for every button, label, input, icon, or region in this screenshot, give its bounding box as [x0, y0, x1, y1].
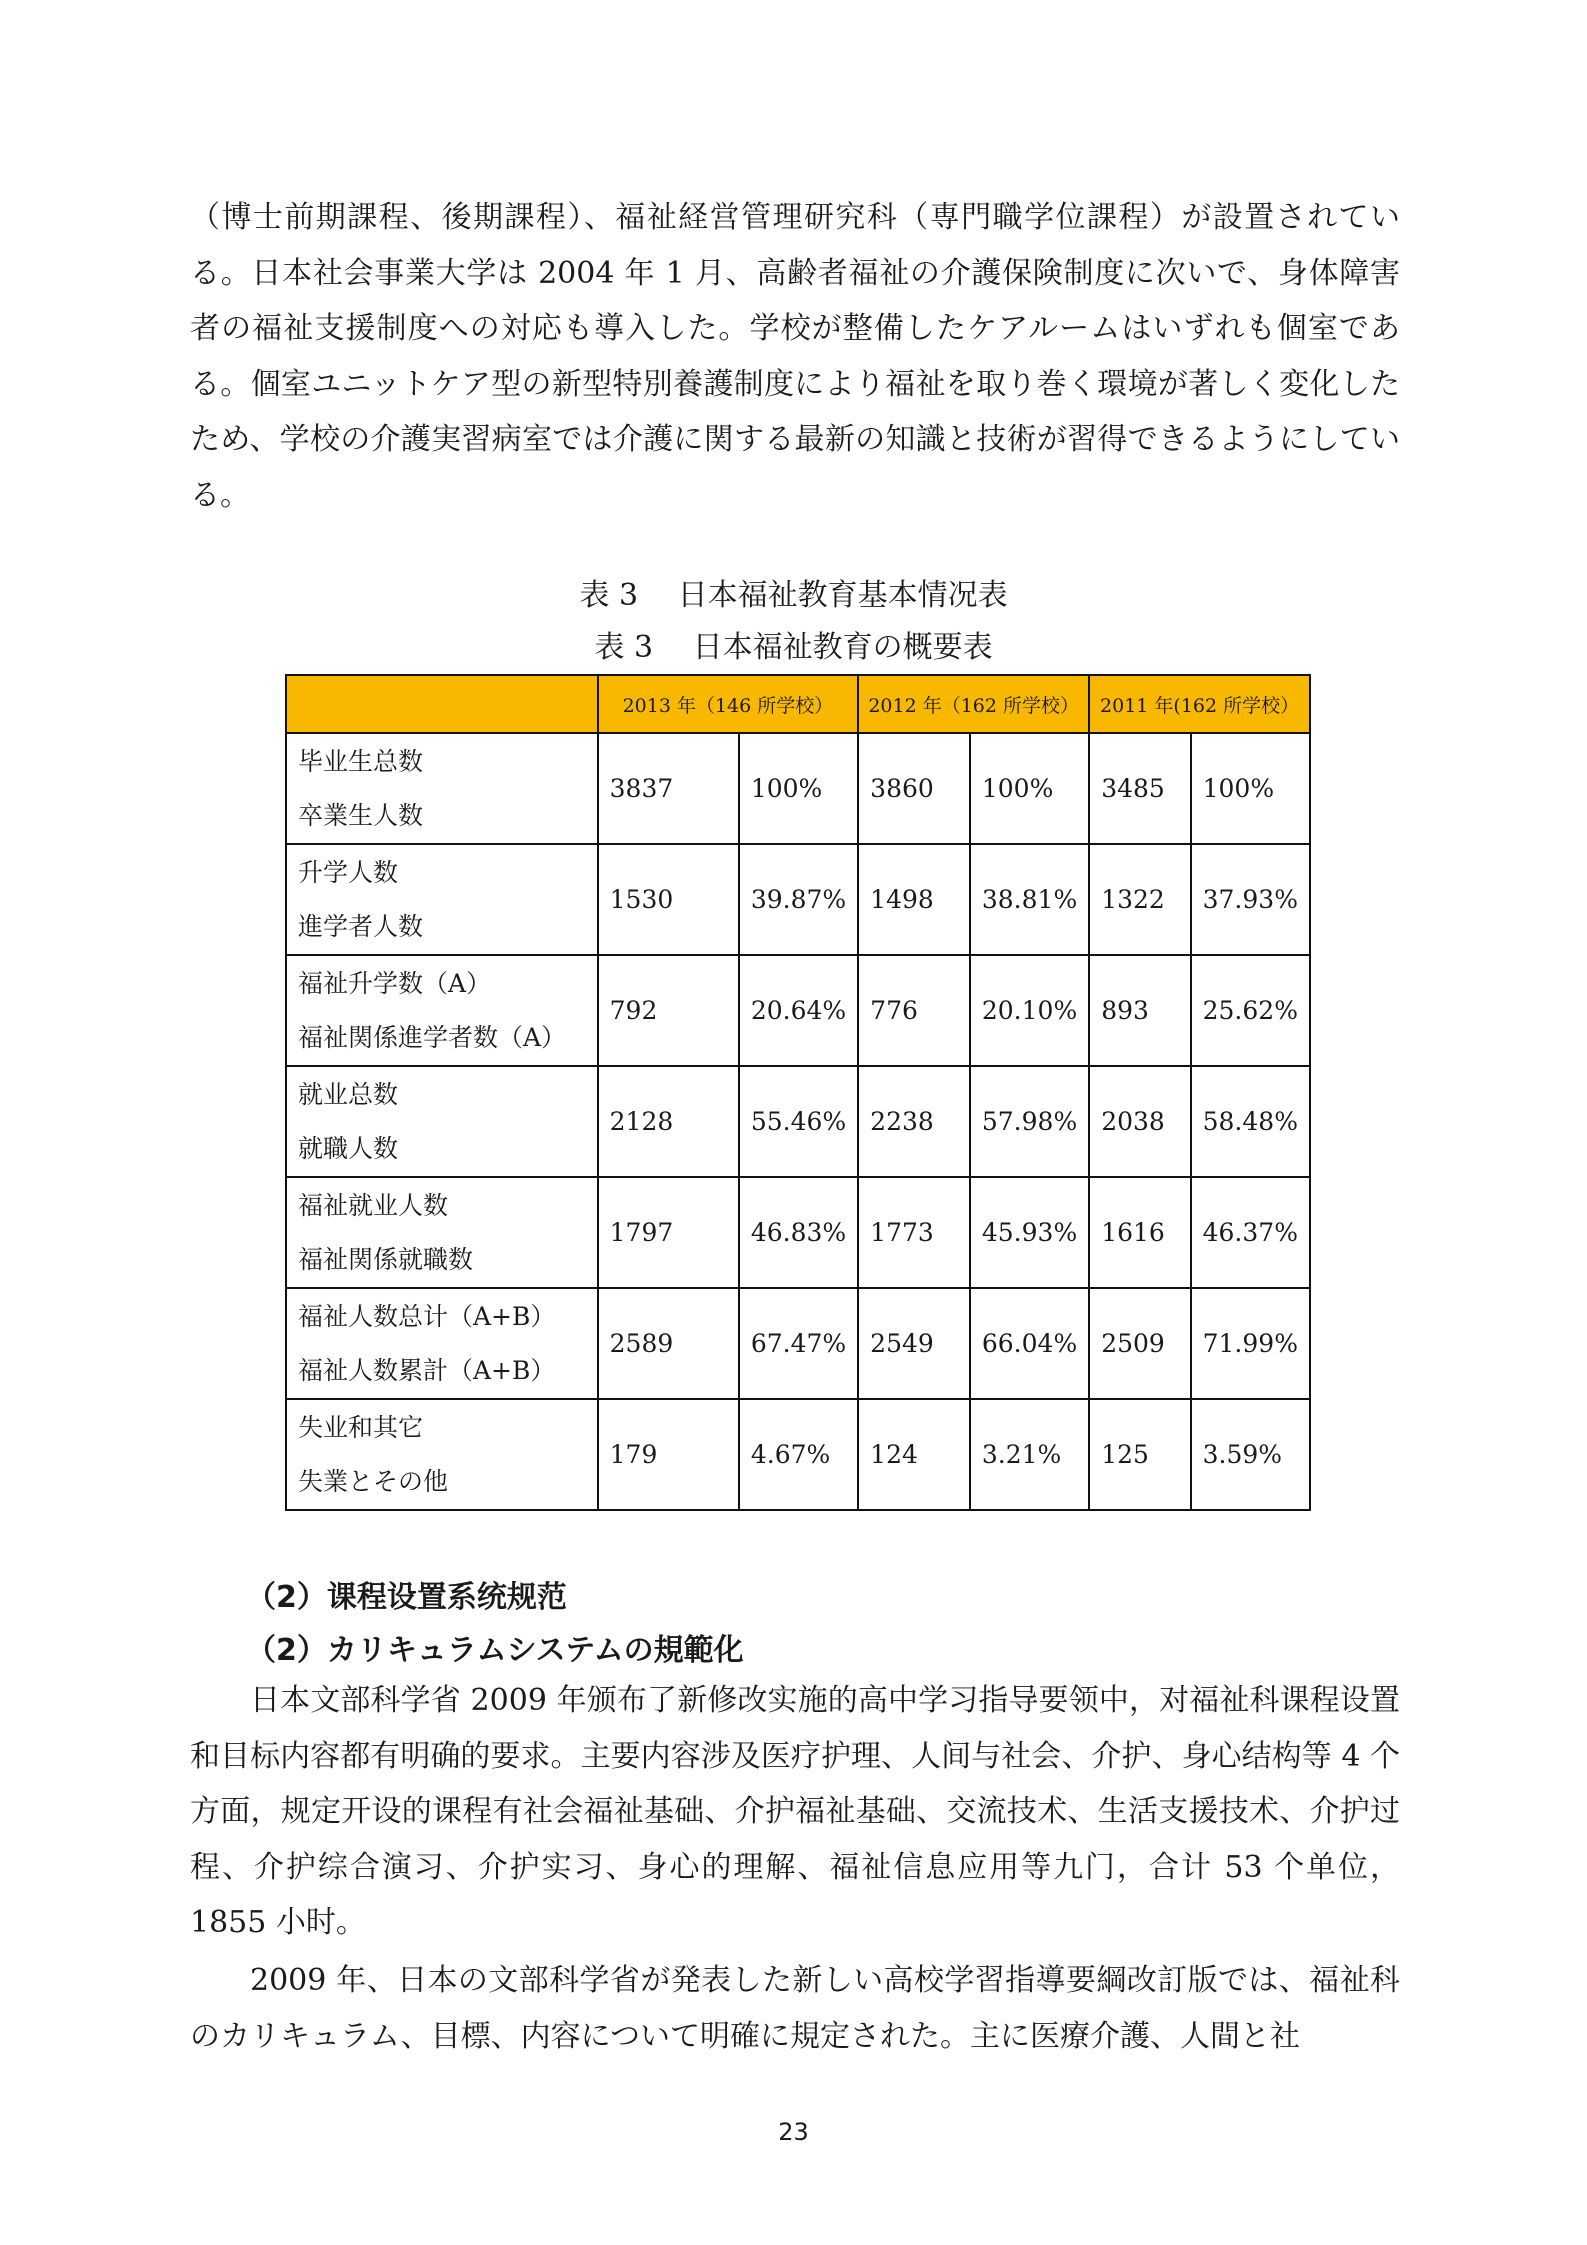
percent-cell: 46.37% [1191, 1177, 1310, 1288]
row-label [286, 1177, 598, 1288]
row-label-chinese: 福祉就业人数 [298, 1190, 449, 1220]
count-cell: 1773 [858, 1177, 970, 1288]
table-row [286, 844, 1310, 955]
count-cell: 3837 [598, 733, 739, 844]
percent-cell: 37.93% [1191, 844, 1310, 955]
header-cell-2011: 2011 年(162 所学校） [1089, 675, 1310, 733]
count-cell: 1797 [598, 1177, 739, 1288]
percent-cell: 3.21% [970, 1399, 1089, 1510]
body-paragraph-2: 日本文部科学省 2009 年颁布了新修改实施的高中学习指导要领中，对福祉科课程设置和目标内容都有明确的要求。主要内容涉及医疗护理、人间与社会、介护、身心结构等 4 个方面，规定开设的课程有社会福祉基础、介护福祉基础、交流技术、生活支援技术、介护过程、介护综合演习、介护实习、身心的理解、福祉信息应用等九门，合计 53 个单位，1855 小时。 [190, 1683, 1400, 1940]
graduate-statistics-table [285, 674, 1311, 1511]
count-cell: 2238 [858, 1066, 970, 1177]
row-label-japanese: 卒業生人数 [298, 800, 424, 830]
row-label-japanese: 進学者人数 [298, 911, 424, 941]
table-row [286, 1177, 1310, 1288]
row-label-japanese: 福祉関係就職数 [298, 1244, 474, 1274]
percent-cell: 66.04% [970, 1288, 1089, 1399]
count-cell: 792 [598, 955, 739, 1066]
count-cell: 776 [858, 955, 970, 1066]
row-label-chinese: 升学人数 [298, 857, 399, 887]
percent-cell: 67.47% [739, 1288, 858, 1399]
percent-cell: 46.83% [739, 1177, 858, 1288]
count-cell: 2038 [1089, 1066, 1190, 1177]
percent-cell: 100% [739, 733, 858, 844]
percent-cell: 39.87% [739, 844, 858, 955]
percent-cell: 45.93% [970, 1177, 1089, 1288]
row-label [286, 1288, 598, 1399]
row-label [286, 844, 598, 955]
row-label [286, 1399, 598, 1510]
section-heading-japanese: （2）カリキュラムシステムの規範化 [246, 1633, 744, 1668]
percent-cell: 55.46% [739, 1066, 858, 1177]
row-label-japanese: 福祉人数累計（A+B） [298, 1355, 556, 1385]
table-caption-japanese: 表 3 日本福祉教育の概要表 [594, 630, 993, 665]
count-cell: 1530 [598, 844, 739, 955]
table-row [286, 1399, 1310, 1510]
row-label-chinese: 福祉人数总计（A+B） [298, 1301, 556, 1331]
percent-cell: 100% [1191, 733, 1310, 844]
row-label [286, 733, 598, 844]
percent-cell: 3.59% [1191, 1399, 1310, 1510]
count-cell: 1616 [1089, 1177, 1190, 1288]
row-label-japanese: 福祉関係進学者数（A） [298, 1022, 567, 1052]
count-cell: 2509 [1089, 1288, 1190, 1399]
percent-cell: 4.67% [739, 1399, 858, 1510]
percent-cell: 100% [970, 733, 1089, 844]
body-paragraph-3: 2009 年、日本の文部科学省が発表した新しい高校学習指導要綱改訂版では、福祉科のカリキュラム、目標、内容について明確に規定された。主に医療介護、人間と社 [190, 1963, 1400, 2054]
row-label-chinese: 福祉升学数（A） [298, 968, 492, 998]
percent-cell: 57.98% [970, 1066, 1089, 1177]
table-row [286, 955, 1310, 1066]
table-row [286, 733, 1310, 844]
count-cell: 3485 [1089, 733, 1190, 844]
count-cell: 179 [598, 1399, 739, 1510]
count-cell: 2549 [858, 1288, 970, 1399]
table-header-row [286, 675, 1310, 733]
percent-cell: 25.62% [1191, 955, 1310, 1066]
count-cell: 893 [1089, 955, 1190, 1066]
section-heading-chinese: （2）课程设置系统规范 [246, 1580, 567, 1615]
count-cell: 2589 [598, 1288, 739, 1399]
percent-cell: 71.99% [1191, 1288, 1310, 1399]
table-caption-chinese: 表 3 日本福祉教育基本情况表 [579, 578, 1008, 613]
count-cell: 2128 [598, 1066, 739, 1177]
count-cell: 124 [858, 1399, 970, 1510]
table-row [286, 1288, 1310, 1399]
percent-cell: 20.10% [970, 955, 1089, 1066]
row-label-japanese: 失業とその他 [298, 1466, 449, 1496]
row-label-chinese: 失业和其它 [298, 1412, 424, 1442]
count-cell: 125 [1089, 1399, 1190, 1510]
row-label [286, 955, 598, 1066]
row-label-chinese: 就业总数 [298, 1079, 399, 1109]
count-cell: 1322 [1089, 844, 1190, 955]
percent-cell: 20.64% [739, 955, 858, 1066]
count-cell: 3860 [858, 733, 970, 844]
percent-cell: 58.48% [1191, 1066, 1310, 1177]
body-paragraph-1: （博士前期課程、後期課程）、福祉経営管理研究科（専門職学位課程）が設置されている。日本社会事業大学は 2004 年 1 月、高齢者福祉の介護保険制度に次いで、身体障害者の福祉支援制度への対応も導入した。学校が整備したケアルームはいずれも個室である。個室ユニットケア型の新型特別養護制度により福祉を取り巻く環境が著しく変化したため、学校の介護実習病室では介護に関する最新の知識と技術が習得できるようにしている。 [190, 200, 1400, 513]
count-cell: 1498 [858, 844, 970, 955]
header-cell-2012: 2012 年（162 所学校） [858, 675, 1089, 733]
page-number: 23 [778, 2118, 809, 2146]
header-cell-empty [286, 675, 598, 733]
row-label-chinese: 毕业生总数 [298, 746, 424, 776]
percent-cell: 38.81% [970, 844, 1089, 955]
row-label [286, 1066, 598, 1177]
table-body [286, 733, 1310, 1510]
row-label-japanese: 就職人数 [298, 1133, 399, 1163]
table-row [286, 1066, 1310, 1177]
header-cell-2013: 2013 年（146 所学校） [598, 675, 859, 733]
